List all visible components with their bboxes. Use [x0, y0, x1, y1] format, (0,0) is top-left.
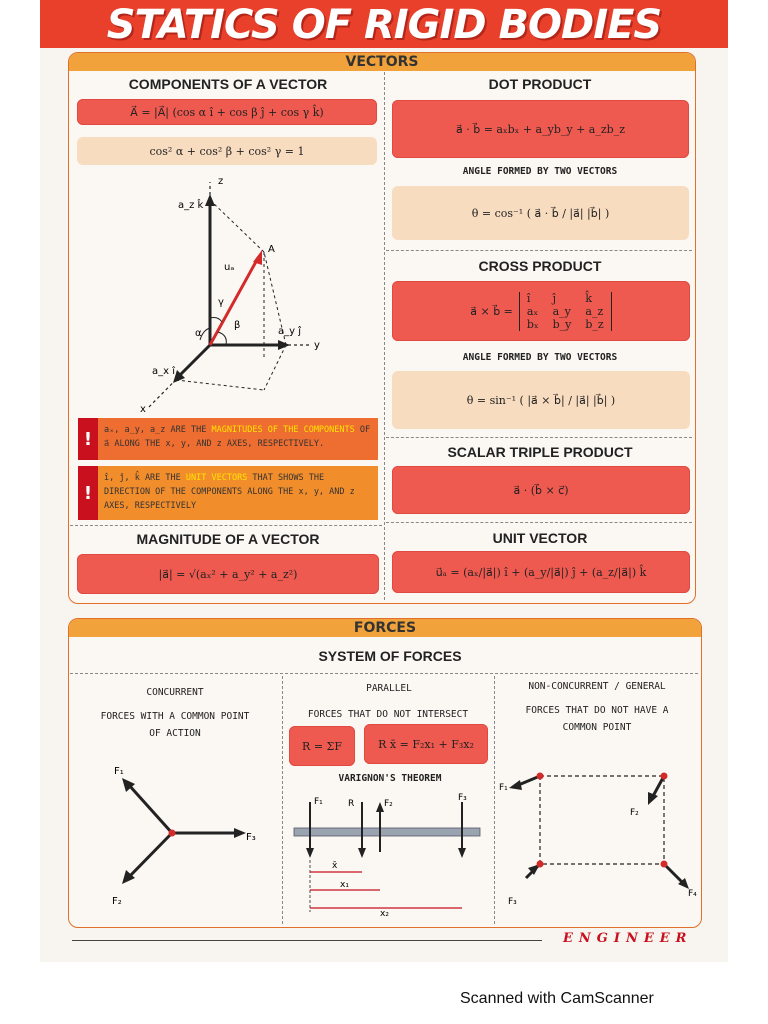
cross-divider: [386, 250, 692, 251]
cross-lhs: a⃗ × b⃗ =: [470, 304, 513, 318]
unit-divider: [386, 522, 692, 523]
az-k-label: a_z k̂: [178, 200, 204, 211]
ax-i-label: a_x î: [152, 366, 176, 377]
forces-divider: [70, 673, 698, 674]
scalar-triple-formula: a⃗ · (b⃗ × c⃗): [392, 466, 690, 514]
warning-icon: !: [78, 466, 98, 520]
dot-product-heading: DOT PRODUCT: [488, 76, 592, 92]
x-axis-label: x: [140, 404, 146, 415]
direction-cosines-formula: cos² α + cos² β + cos² γ = 1: [77, 137, 377, 165]
cross-angle-formula: θ = sin⁻¹ ( |a⃗ × b⃗| / |a⃗| |b⃗| ): [392, 371, 690, 429]
concurrent-f3-label: F₃: [246, 832, 256, 843]
general-f4-label: F₄: [688, 889, 697, 899]
vectors-tab: VECTORS: [69, 53, 695, 71]
page-title: STATICS OF RIGID BODIES: [106, 2, 662, 48]
forces-tab: FORCES: [69, 619, 701, 637]
y-axis-label: y: [314, 340, 320, 351]
parallel-x2-label: x₂: [380, 909, 389, 919]
dot-product-formula: a⃗ · b⃗ = aₓbₓ + a_yb_y + a_zb_z: [392, 100, 689, 158]
forces-col-divider-2: [494, 676, 495, 924]
vectors-divider: [384, 72, 385, 600]
cross-product-formula: [392, 281, 690, 341]
general-desc: FORCES THAT DO NOT HAVE A COMMON POINT: [525, 705, 669, 733]
magnitudes-note: [78, 418, 378, 460]
general-f3-label: F₃: [508, 897, 517, 907]
parallel-f3-label: F₃: [458, 793, 467, 803]
footer-rule: [72, 940, 542, 941]
scanned-watermark: Scanned with CamScanner: [460, 990, 654, 1007]
magnitudes-note-text: aₓ, a_y, a_z ARE THE MAGNITUDES OF THE COMPONENTS OF a⃗ ALONG THE x, y, AND z AXES, RESPECTIVELY.: [104, 425, 371, 449]
scalar-triple-heading: SCALAR TRIPLE PRODUCT: [447, 444, 633, 460]
parallel-x1-label: x₁: [340, 880, 349, 890]
parallel-f2-label: F₂: [384, 799, 393, 809]
components-formula: A⃗ = |A⃗| (cos α î + cos β ĵ + cos γ k̂): [77, 99, 377, 125]
unit-vector-heading: UNIT VECTOR: [492, 530, 588, 546]
parallel-r-label: R: [348, 799, 355, 809]
point-a-label: A: [268, 244, 275, 255]
general-diagram: [496, 760, 702, 910]
parallel-title: PARALLEL: [366, 683, 412, 694]
beta-label: β: [234, 320, 241, 331]
ay-j-label: a_y ĵ: [278, 326, 302, 337]
unit-vectors-note: [78, 466, 378, 520]
unit-vector-label: uₐ: [224, 262, 235, 273]
magnitude-formula: |a⃗| = √(aₓ² + a_y² + a_z²): [77, 554, 379, 594]
footer-brand: ENGINEER: [563, 931, 693, 946]
parallel-diagram: [288, 790, 488, 920]
unit-vector-formula: u⃗ₐ = (aₓ/|a⃗|) î + (a_y/|a⃗|) ĵ + (a_z/|a⃗|) k̂: [392, 551, 690, 593]
gamma-label: γ: [218, 297, 224, 308]
parallel-moment-formula: R x̄ = F₂x₁ + F₃x₂: [364, 724, 488, 764]
triple-divider: [386, 437, 692, 438]
vector-3d-diagram: [118, 170, 348, 415]
general-title: NON-CONCURRENT / GENERAL: [528, 681, 666, 692]
components-heading: COMPONENTS OF A VECTOR: [128, 76, 328, 92]
varignon-theorem-caption: VARIGNON'S THEOREM: [338, 773, 442, 784]
parallel-xbar-label: x̄: [332, 861, 338, 871]
concurrent-title: CONCURRENT: [146, 687, 204, 698]
parallel-f1-label: F₁: [314, 797, 323, 807]
concurrent-f2-label: F₂: [112, 896, 122, 907]
magnitude-heading: MAGNITUDE OF A VECTOR: [136, 531, 320, 547]
general-f1-label: F₁: [499, 783, 508, 793]
parallel-resultant-formula: R = ΣF: [289, 726, 355, 766]
unit-vectors-note-text: î, ĵ, k̂ ARE THE UNIT VECTORS THAT SHOWS THE DIRECTION OF THE COMPONENTS ALONG THE x, y, AND z AXES, RESPECTIVELY: [104, 473, 355, 511]
magnitude-divider: [70, 525, 382, 526]
cross-product-heading: CROSS PRODUCT: [478, 258, 602, 274]
z-axis-label: z: [218, 176, 224, 187]
cross-angle-caption: ANGLE FORMED BY TWO VECTORS: [462, 352, 618, 363]
warning-icon: !: [78, 418, 98, 460]
alpha-label: α: [195, 328, 202, 339]
concurrent-diagram: [100, 758, 270, 908]
system-of-forces-heading: SYSTEM OF FORCES: [318, 648, 462, 664]
cross-determinant: î ĵ k̂ aₓ a_y a_z bₓ b_y b_z: [519, 292, 612, 331]
concurrent-desc: FORCES WITH A COMMON POINT OF ACTION: [100, 711, 250, 739]
forces-col-divider-1: [282, 676, 283, 924]
parallel-desc: FORCES THAT DO NOT INTERSECT: [307, 709, 469, 720]
dot-angle-caption: ANGLE FORMED BY TWO VECTORS: [462, 166, 618, 177]
dot-angle-formula: θ = cos⁻¹ ( a⃗ · b⃗ / |a⃗| |b⃗| ): [392, 186, 689, 240]
general-f2-label: F₂: [630, 808, 639, 818]
concurrent-f1-label: F₁: [114, 766, 124, 777]
